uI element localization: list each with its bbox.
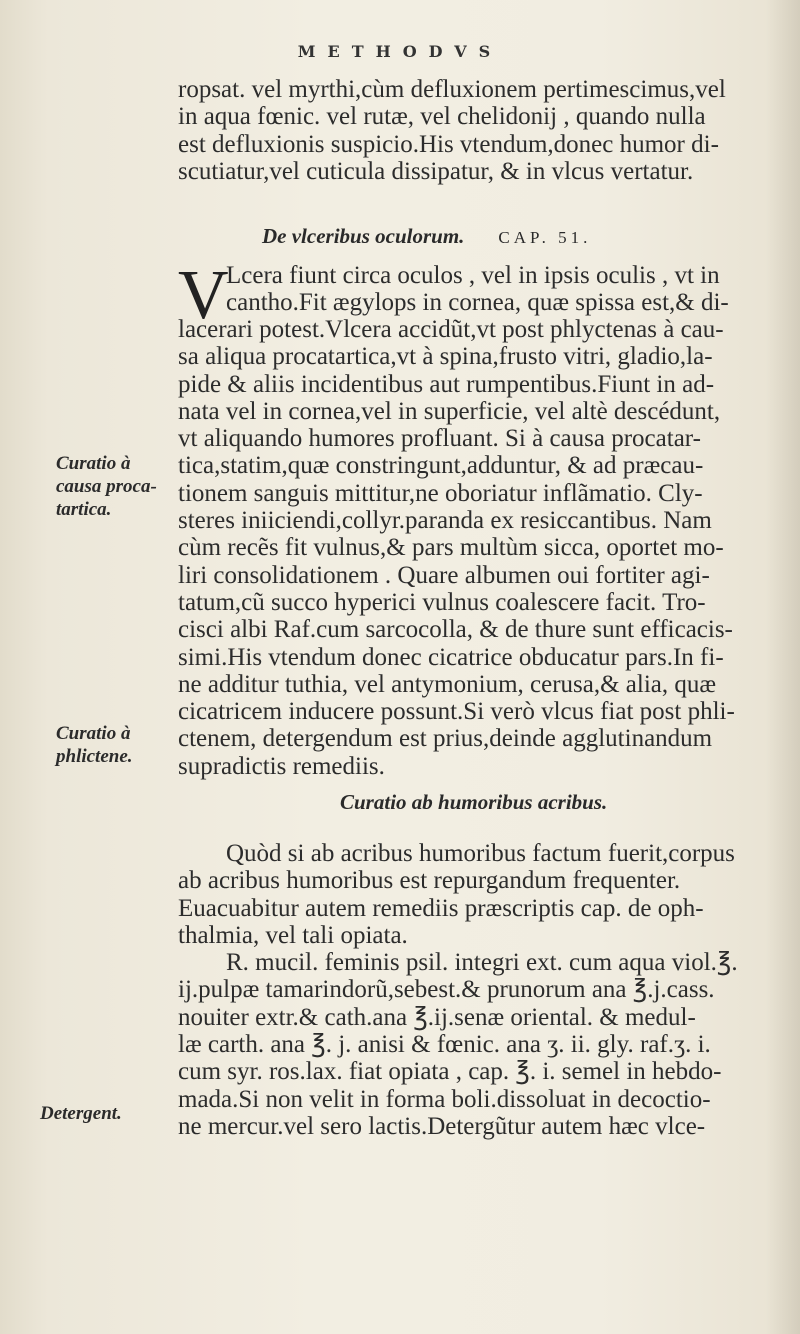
intro-paragraph [178,76,778,185]
text-line: cum syr. ros.lax. fiat opiata , cap. ℥. i. semel in hebdo- [178,1058,722,1086]
margin-note-line: Curatio à [56,723,131,744]
margin-note-phlictene [56,722,174,768]
text-line: scutiatur,vel cuticula dissipatur, & in vlcus vertatur. [178,157,694,185]
chapter-heading [262,224,591,249]
text-line: tica,statim,quæ constringunt,adduntur, & ad præcau- [178,452,704,480]
section-heading: Curatio ab humoribus acribus. [340,790,608,814]
text-line: læ carth. ana ℥. j. anisi & fœnic. ana ʒ. ii. gly. raf.ʒ. i. [178,1031,711,1059]
section-paragraph [178,840,778,1140]
text-line: ropsat. vel myrthi,cùm defluxionem pertimescimus,vel [178,76,726,103]
text-line: ctenem, detergendum est prius,deinde agglutinandum [178,725,713,753]
text-line: mada.Si non velit in forma boli.dissoluat in decoctio- [178,1085,711,1113]
text-line: lacerari potest.Vlcera accidũt,vt post phlyctenas à cau- [178,316,724,343]
margin-note-detergent [40,1102,158,1125]
text-line: thalmia, vel tali opiata. [178,921,408,949]
text-line: sa aliqua procatartica,vt à spina,frusto vitri, gladio,la- [178,343,713,371]
text-line: cicatricem inducere possunt.Si verò vlcus fiat post phli- [178,698,735,726]
chapter-number: CAP. 51. [498,228,592,247]
text-line: supradictis remediis. [178,752,385,780]
text-line: cùm recẽs fit vulnus,& pars multùm sicca, oportet mo- [178,534,724,562]
text-line: Lcera fiunt circa oculos , vel in ipsis oculis , vt in [226,262,720,289]
text-line: cisci albi Raf.cum sarcocolla, & de thure sunt efficacis- [178,616,733,644]
text-line: est defluxionis suspicio.His vtendum,donec humor di- [178,130,719,158]
chapter-title: De vlceribus oculorum. [262,224,465,248]
text-line: simi.His vtendum donec cicatrice obducatur pars.In fi- [178,643,724,671]
text-line: nata vel in cornea,vel in superficie, vel altè descédunt, [178,397,721,425]
text-line: liri consolidationem . Quare albumen oui fortiter agi- [178,561,710,589]
margin-note-line: Curatio à [56,453,131,474]
text-line: steres iniiciendi,collyr.paranda ex resiccantibus. Nam [178,507,712,535]
text-line: pide & aliis incidentibus aut rumpentibus.Fiunt in ad- [178,370,715,398]
text-line: ab acribus humoribus est repurgandum frequenter. [178,867,681,895]
text-line: tionem sanguis mittitur,ne oboriatur inflãmatio. Cly- [178,479,703,507]
drop-cap: V [178,257,229,334]
margin-note-line: phlictene. [56,746,133,767]
text-line: vt aliquando humores profluant. Si à causa procatar- [178,425,701,453]
running-header: METHODVS [297,42,503,61]
text-line: ij.pulpæ tamarindorũ,sebest.& prunorum ana ℥.j.cass. [178,976,715,1004]
text-line: ne mercur.vel sero lactis.Detergũtur autem hæc vlce- [178,1112,706,1140]
text-line: ne additur tuthia, vel antymonium, cerusa,& alia, quæ [178,670,717,698]
margin-note-line: tartica. [56,499,112,520]
margin-note-line: causa proca- [56,476,157,497]
text-line: R. mucil. feminis psil. integri ext. cum aqua viol.℥. [226,949,738,977]
text-line: Euacuabitur autem remediis præscriptis cap. de oph- [178,894,704,922]
text-line: cantho.Fit ægylops in cornea, quæ spissa est,& di- [226,289,729,317]
margin-note-causa-procatartica [56,452,174,521]
text-line: Quòd si ab acribus humoribus factum fuerit,corpus [226,840,735,867]
chapter-paragraph [178,316,778,780]
chapter-first-lines [226,262,786,317]
text-line: in aqua fœnic. vel rutæ, vel chelidonij , quando nulla [178,103,706,131]
text-line: nouiter extr.& cath.ana ℥.ij.senæ oriental. & medul- [178,1003,696,1031]
text-line: tatum,cũ succo hyperici vulnus coalescere facit. Tro- [178,588,706,616]
margin-note-line: Detergent. [40,1103,122,1124]
